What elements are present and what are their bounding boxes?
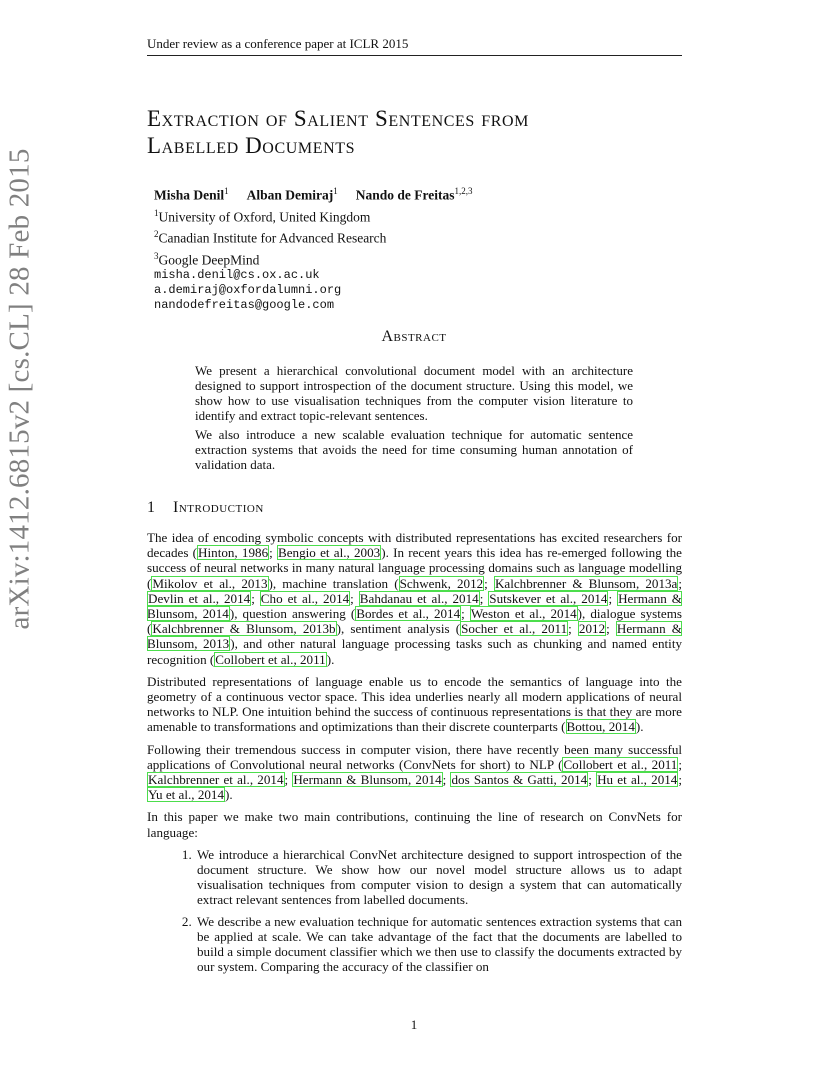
section-heading bbox=[147, 499, 682, 517]
citation-link[interactable]: Bordes et al., 2014 bbox=[356, 606, 461, 622]
citation-link[interactable]: Bengio et al., 2003 bbox=[278, 545, 381, 561]
body-paragraph: Following their tremendous success in computer vision, there have recently been many successful applications of Convolutional neural networks (ConvNets for short) to NLP (Collobert et al., 2011; Kalchbrenner et al., 2014; Hermann & Blunsom, 2014; dos Santos & Gatti, 2014; Hu et al., 2014; Yu et al., 2014). bbox=[147, 741, 682, 803]
citation-link[interactable]: Kalchbrenner & Blunsom, 2013b bbox=[152, 621, 336, 637]
citation-link[interactable]: dos Santos & Gatti, 2014 bbox=[451, 772, 588, 788]
aff-sup: 1 bbox=[154, 207, 159, 218]
citation-link[interactable]: Devlin et al., 2014 bbox=[148, 590, 251, 606]
citation-link[interactable]: Bottou, 2014 bbox=[566, 719, 635, 735]
citation-link[interactable]: 2012 bbox=[578, 621, 606, 637]
body-paragraph: The idea of encoding symbolic concepts with distributed representations has excited researchers for decades (Hinton, 1986; Bengio et al., 2003). In recent years this idea has re-emerged following the success of neural networks in many natural language processing domains such as language modelling (Mikolov et al., 2013), machine translation (Schwenk, 2012; Kalchbrenner & Blunsom, 2013a; Devlin et al., 2014; Cho et al., 2014; Bahdanau et al., 2014; Sutskever et al., 2014; Hermann & Blunsom, 2014), question answering (Bordes et al., 2014; Weston et al., 2014), dialogue systems (Kalchbrenner & Blunsom, 2013b), sentiment analysis (Socher et al., 2011; 2012; Hermann & Blunsom, 2013), and other natural language processing tasks such as chunking and named entity recognition (Collobert et al., 2011). bbox=[147, 530, 682, 667]
email: misha.denil@cs.ox.ac.uk bbox=[154, 268, 320, 282]
author-name: Alban Demiraj bbox=[246, 187, 334, 203]
arxiv-id: arXiv:1412.6815v2 [cs.CL] 28 Feb 2015 bbox=[3, 148, 36, 630]
abstract-paragraph: We also introduce a new scalable evaluation technique for automatic sentence extraction systems that avoids the need for time consuming human annotation of validation data. bbox=[195, 427, 633, 472]
citation-link[interactable]: Collobert et al., 2011 bbox=[215, 651, 326, 667]
citation-link[interactable]: Hinton, 1986 bbox=[198, 545, 269, 561]
arxiv-stamp bbox=[0, 0, 40, 1072]
body-paragraph: In this paper we make two main contributions, continuing the line of research on ConvNets for language: bbox=[147, 809, 682, 840]
aff-text: University of Oxford, United Kingdom bbox=[158, 209, 371, 224]
affiliation bbox=[154, 205, 714, 226]
author-name: Misha Denil bbox=[154, 187, 225, 203]
paper-title bbox=[147, 105, 687, 159]
citation-link[interactable]: Mikolov et al., 2013 bbox=[152, 575, 268, 591]
email: nandodefreitas@google.com bbox=[154, 298, 335, 312]
citation-link[interactable]: Yu et al., 2014 bbox=[148, 787, 225, 803]
abstract-paragraph: We present a hierarchical convolutional document model with an architecture designed to support introspection of the document structure. Using this model, we show how to use visualisation techniques from the computer vision literature to identify and extract topic-relevant sentences. bbox=[195, 363, 633, 423]
running-header: Under review as a conference paper at ICLR 2015 bbox=[147, 36, 682, 56]
aff-sup: 2 bbox=[154, 229, 159, 239]
author-block bbox=[154, 183, 714, 313]
body-paragraph: Distributed representations of language enable us to encode the semantics of language into the geometry of a continuous vector space. This idea underlies nearly all modern applications of neural networks to NLP. One intuition behind the success of continuous representations is that they are more amenable to transformations and optimizations than their discrete counterparts (Bottou, 2014). bbox=[147, 673, 682, 735]
citation-link[interactable]: Weston et al., 2014 bbox=[470, 606, 577, 622]
citation-link[interactable]: Schwenk, 2012 bbox=[399, 575, 484, 591]
list-item: 2. We describe a new evaluation technique for automatic sentences extraction systems that can be applied at scale. We can take advantage of the fact that the documents are labelled to build a simple document classifier which we then use to classify the documents extracted by our system. Comparing the accuracy of the classifier on bbox=[195, 914, 682, 975]
contribution-list bbox=[147, 847, 682, 975]
body-text bbox=[147, 530, 682, 980]
section-number: 1 bbox=[147, 499, 156, 516]
citation-link[interactable]: Socher et al., 2011 bbox=[461, 621, 568, 637]
aff-text: Google DeepMind bbox=[158, 252, 260, 267]
author-name: Nando de Freitas bbox=[355, 187, 455, 203]
citation-link[interactable]: Hermann & Blunsom, 2013 bbox=[147, 621, 682, 652]
affiliation bbox=[154, 226, 714, 247]
citation-link[interactable]: Hermann & Blunsom, 2014 bbox=[147, 590, 682, 622]
affiliation bbox=[154, 248, 714, 269]
citation-link[interactable]: Cho et al., 2014 bbox=[260, 590, 350, 606]
author-sup: 1 bbox=[224, 186, 229, 196]
citation-link[interactable]: Bahdanau et al., 2014 bbox=[359, 590, 479, 606]
citation-link[interactable]: Sutskever et al., 2014 bbox=[489, 590, 608, 606]
citation-link[interactable]: Kalchbrenner et al., 2014 bbox=[148, 772, 284, 788]
section-title: Introduction bbox=[173, 499, 264, 516]
aff-text: Canadian Institute for Advanced Research bbox=[158, 230, 387, 246]
aff-sup: 3 bbox=[154, 250, 159, 261]
title-line-1: Extraction of Salient Sentences from bbox=[147, 106, 530, 131]
citation-link[interactable]: Kalchbrenner & Blunsom, 2013a bbox=[494, 575, 678, 591]
author-names bbox=[154, 183, 714, 204]
abstract bbox=[195, 363, 633, 476]
author-sup: 1 bbox=[333, 186, 338, 196]
citation-link[interactable]: Hermann & Blunsom, 2014 bbox=[293, 772, 442, 788]
email: a.demiraj@oxfordalumni.org bbox=[154, 283, 342, 297]
abstract-heading: Abstract bbox=[381, 328, 447, 345]
citation-link[interactable]: Hu et al., 2014 bbox=[597, 772, 678, 788]
title-line-2: Labelled Documents bbox=[147, 133, 356, 158]
page-number: 1 bbox=[410, 1017, 418, 1032]
author-sup: 1,2,3 bbox=[454, 186, 473, 196]
list-item: 1. We introduce a hierarchical ConvNet architecture designed to support introspection of the document structure. We show how our novel model structure allows us to adapt visualisation techniques from computer vision to design a system that can automatically extract relevant sentences from labelled documents. bbox=[195, 847, 682, 908]
citation-link[interactable]: Collobert et al., 2011 bbox=[563, 756, 678, 772]
